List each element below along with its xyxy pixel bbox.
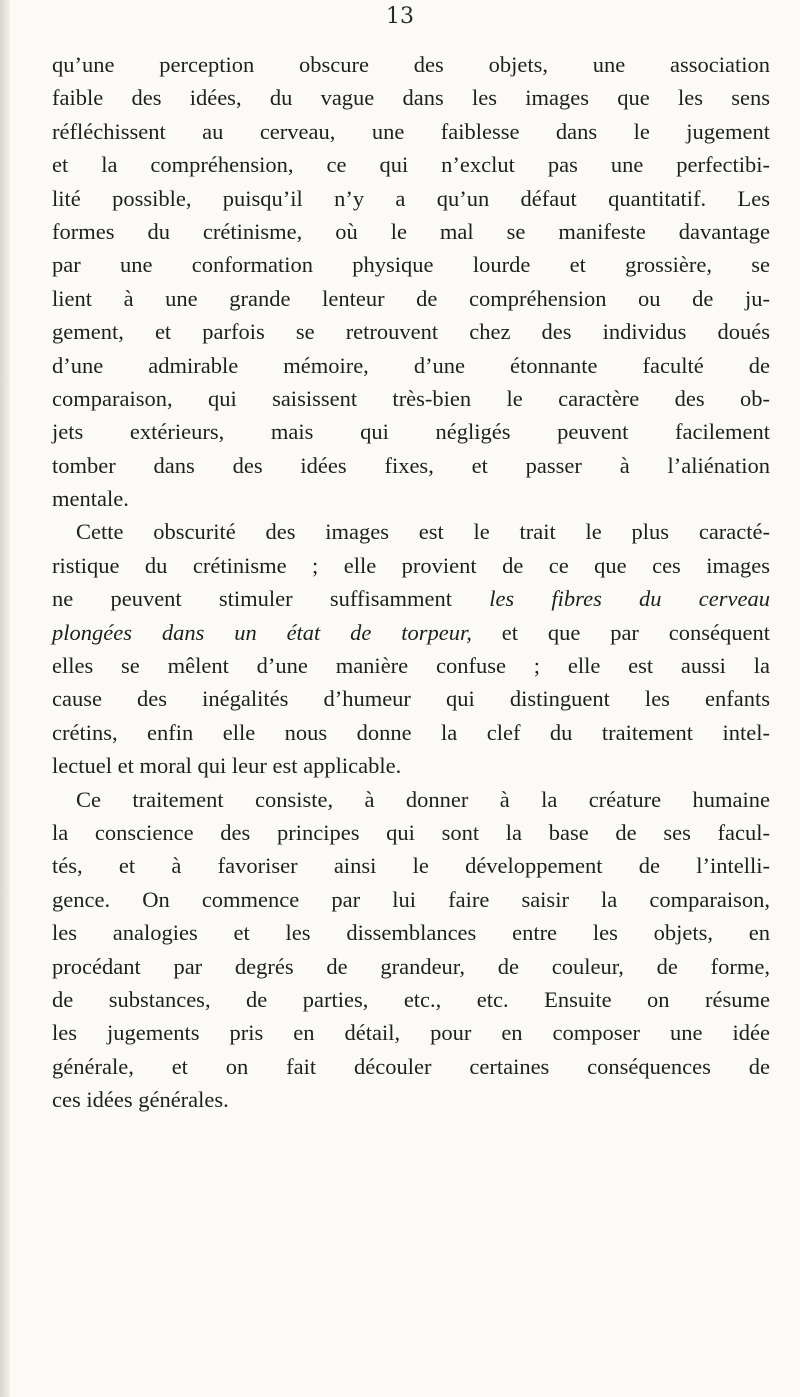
text-line	[52, 115, 770, 148]
text-segment: gence. On commence par lui faire saisir la comparaison,	[52, 886, 770, 912]
italic-text: plongées dans un état de torpeur,	[52, 619, 472, 645]
text-line	[52, 215, 770, 248]
text-segment: Ce traitement consiste, à donner à la créature humaine	[76, 786, 770, 812]
text-line	[52, 182, 770, 215]
page-number: 13	[386, 4, 414, 29]
text-segment: et que par conséquent	[471, 619, 770, 645]
text-segment: la conscience des principes qui sont la base de ses facul-	[52, 819, 770, 845]
paragraph	[52, 515, 770, 782]
text-segment: ne peuvent stimuler suffisamment	[52, 586, 490, 612]
text-line	[52, 582, 770, 615]
text-line	[52, 950, 770, 983]
text-line	[52, 382, 770, 415]
text-line	[52, 849, 770, 882]
text-line	[52, 148, 770, 181]
text-segment: tés, et à favoriser ainsi le développement de l’intelli-	[52, 853, 770, 879]
text-line	[52, 983, 770, 1016]
text-segment: lient à une grande lenteur de compréhension ou de ju-	[52, 285, 770, 311]
text-segment: qu’une perception obscure des objets, une association	[52, 52, 770, 77]
text-segment: comparaison, qui saisissent très-bien le caractère des ob-	[52, 385, 770, 411]
text-segment: mentale.	[52, 486, 129, 512]
text-segment: lectuel et moral qui leur est applicable.	[52, 753, 402, 779]
text-line	[52, 315, 770, 348]
text-segment: et la compréhension, ce qui n’exclut pas une perfectibi-	[52, 152, 770, 178]
text-line	[52, 349, 770, 382]
text-segment: jets extérieurs, mais qui négligés peuvent facilement	[52, 419, 770, 445]
text-segment: lité possible, puisqu’il n’y a qu’un défaut quantitatif. Les	[52, 185, 770, 211]
text-line	[52, 248, 770, 281]
text-segment: d’une admirable mémoire, d’une étonnante faculté de	[52, 352, 770, 378]
text-segment: procédant par degrés de grandeur, de couleur, de forme,	[52, 953, 770, 979]
text-segment: gement, et parfois se retrouvent chez des individus doués	[52, 319, 770, 345]
text-line	[52, 716, 770, 749]
text-line	[52, 682, 770, 715]
italic-text: les fibres du cerveau	[489, 586, 770, 612]
text-line	[52, 415, 770, 448]
text-line	[52, 649, 770, 682]
text-segment: faible des idées, du vague dans les images que les sens	[52, 85, 770, 111]
paragraph	[52, 48, 770, 515]
text-line	[52, 81, 770, 114]
text-segment: les analogies et les dissemblances entre les objets, en	[52, 920, 770, 946]
text-segment: crétins, enfin elle nous donne la clef du traitement intel-	[52, 719, 770, 745]
text-line	[52, 783, 770, 816]
text-segment: de substances, de parties, etc., etc. Ensuite on résume	[52, 986, 770, 1012]
text-line	[52, 282, 770, 315]
text-segment: par une conformation physique lourde et grossière, se	[52, 252, 770, 278]
text-line	[52, 916, 770, 949]
text-segment: tomber dans des idées fixes, et passer à l’aliénation	[52, 452, 770, 478]
text-segment: cause des inégalités d’humeur qui distinguent les enfants	[52, 686, 770, 712]
body-text	[52, 48, 770, 1117]
text-line	[52, 1083, 770, 1116]
text-segment: générale, et on fait découler certaines conséquences de	[52, 1053, 770, 1079]
text-line	[52, 816, 770, 849]
text-segment: Cette obscurité des images est le trait le plus caracté-	[76, 519, 770, 545]
text-line	[52, 482, 770, 515]
text-line	[52, 749, 770, 782]
text-line	[52, 549, 770, 582]
text-line	[52, 1016, 770, 1049]
text-segment: ces idées générales.	[52, 1087, 229, 1113]
text-segment: ristique du crétinisme ; elle provient de ce que ces images	[52, 552, 770, 578]
text-line	[52, 449, 770, 482]
text-segment: elles se mêlent d’une manière confuse ; elle est aussi la	[52, 653, 770, 679]
text-segment: les jugements pris en détail, pour en composer une idée	[52, 1020, 770, 1046]
text-segment: réfléchissent au cerveau, une faiblesse dans le jugement	[52, 118, 770, 144]
text-line	[52, 883, 770, 916]
text-line	[52, 1050, 770, 1083]
text-line	[52, 48, 770, 81]
text-line	[52, 515, 770, 548]
paragraph	[52, 783, 770, 1117]
page-gutter-shadow	[0, 0, 10, 1397]
text-segment: formes du crétinisme, où le mal se manifeste davantage	[52, 218, 770, 244]
text-line	[52, 616, 770, 649]
